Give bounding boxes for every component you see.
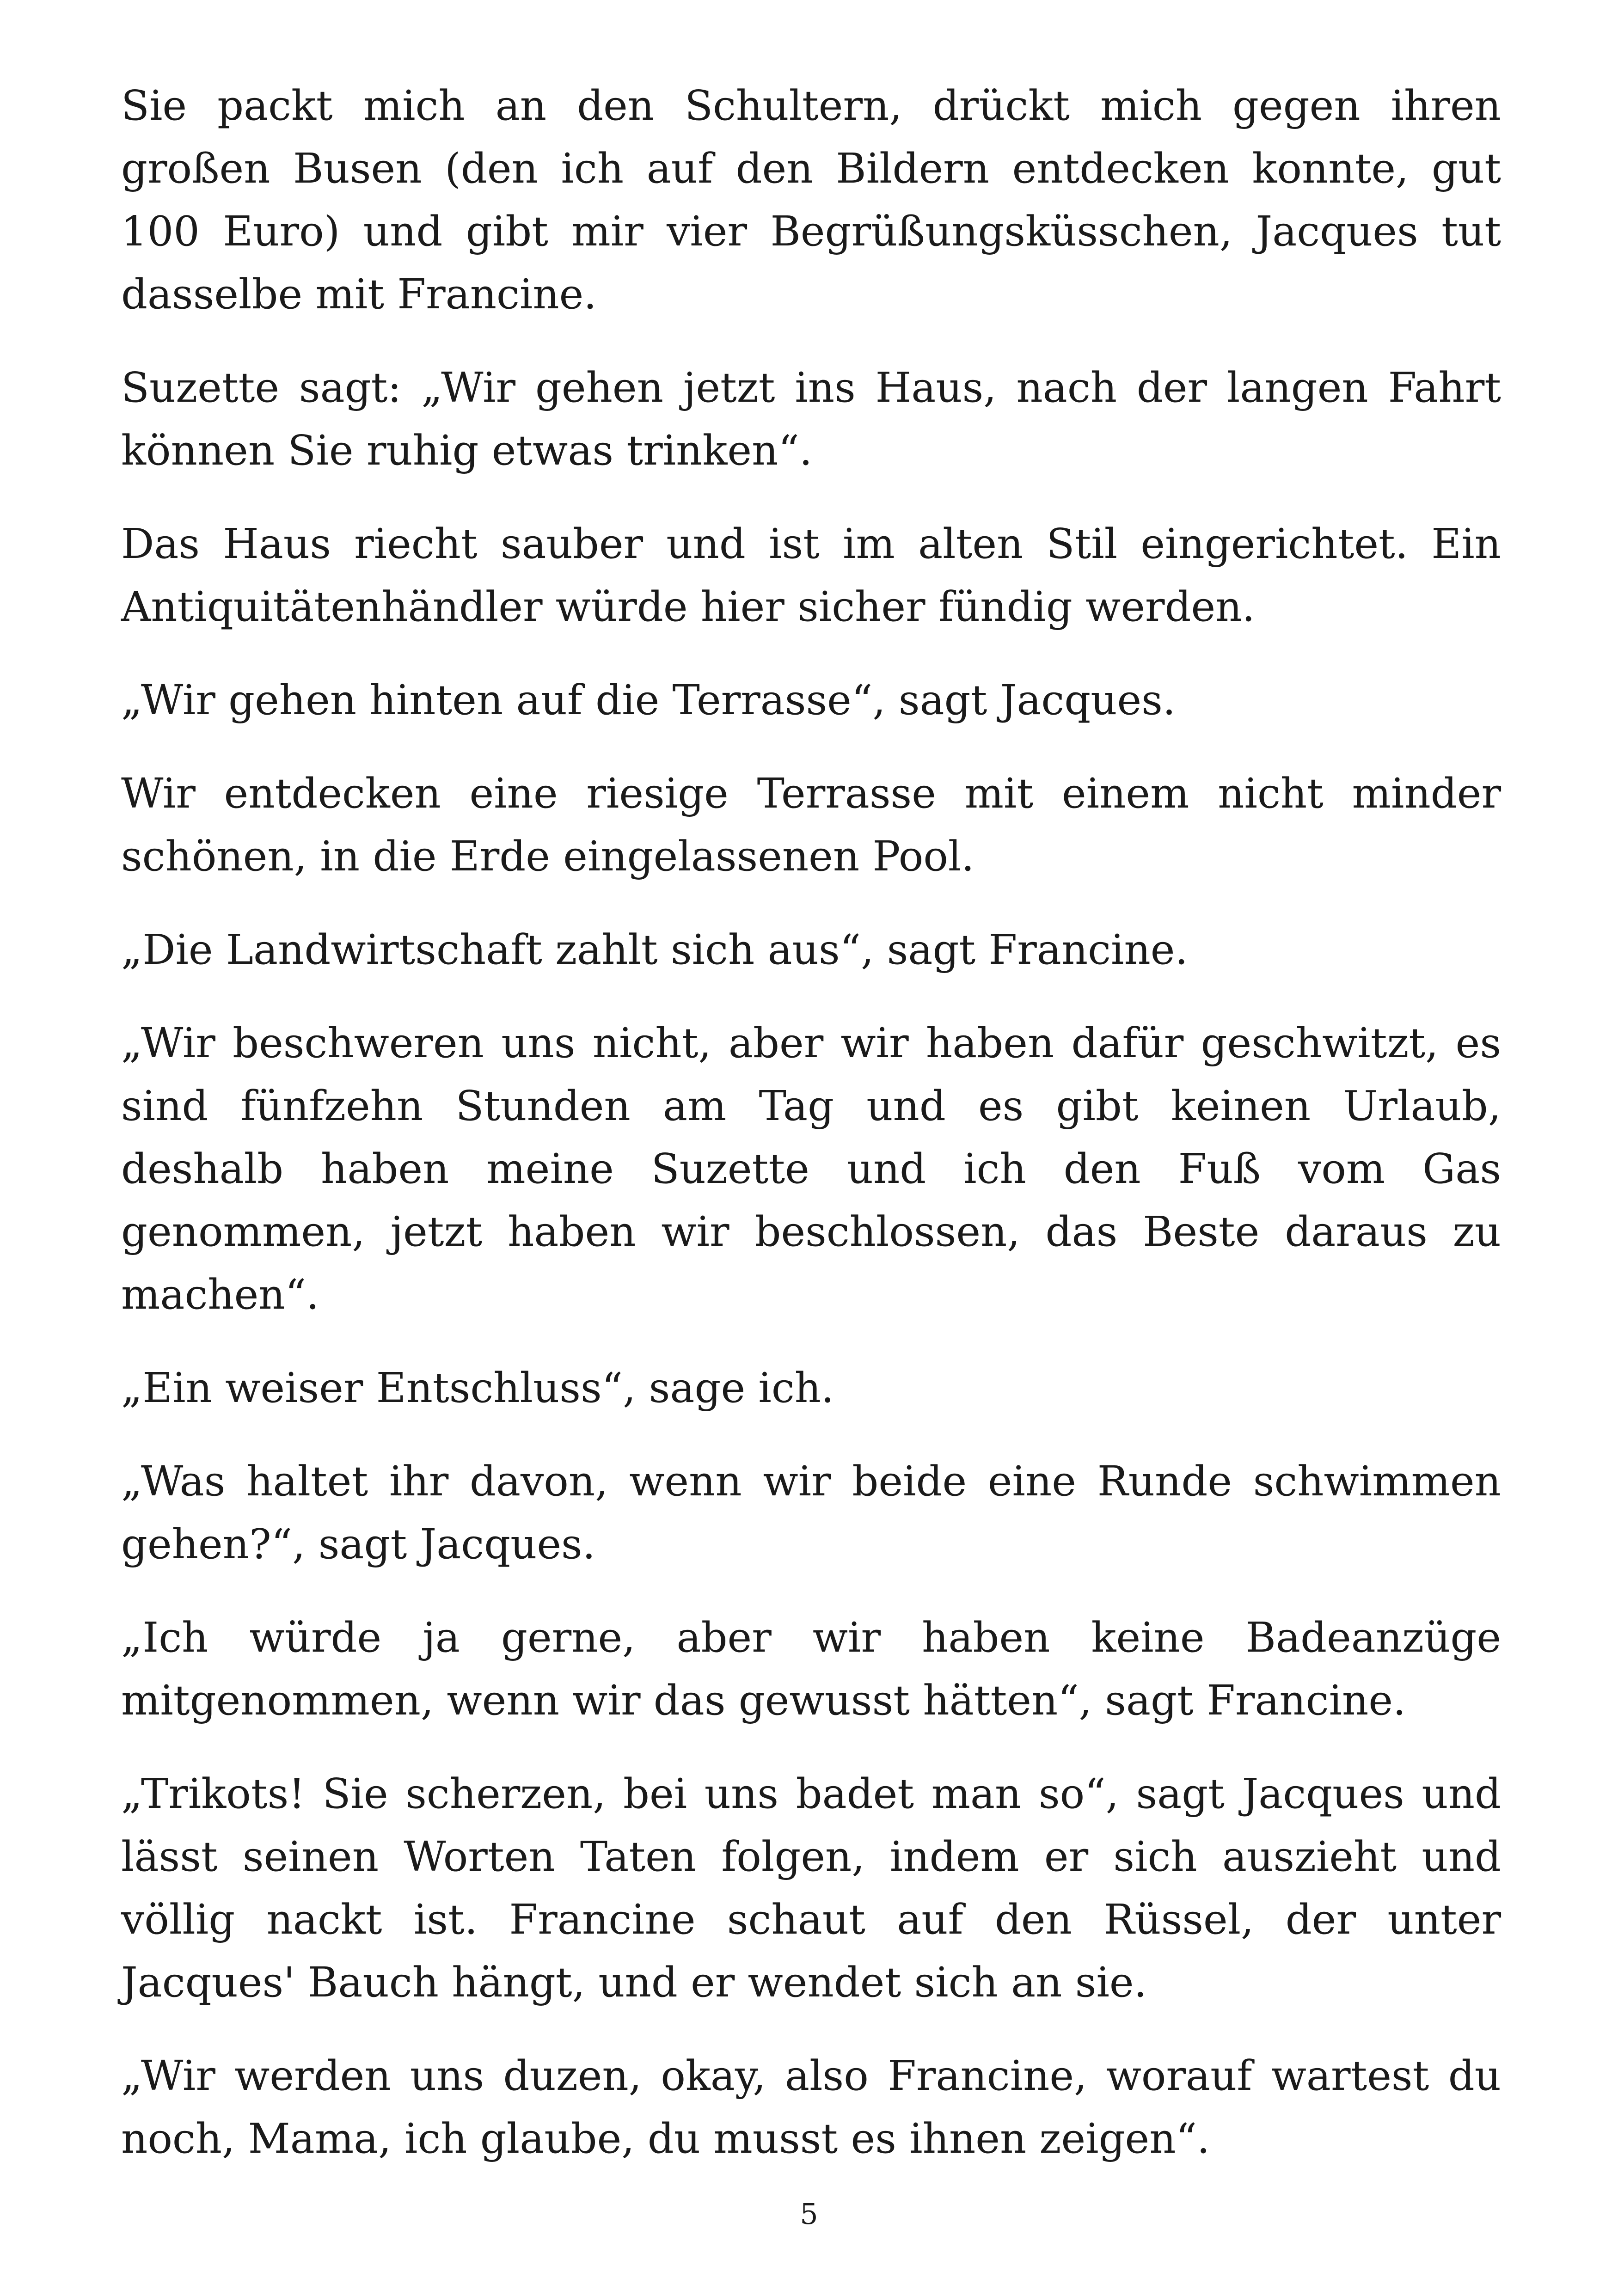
paragraph: „Trikots! Sie scherzen, bei uns badet man so“, sagt Jacques und lässt seinen Worten Taten folgen, indem er sich auszieht und völlig nackt ist. Francine schaut auf den Rüssel, der unter Jacques' Bauch hängt, und er wendet sich an sie. [121, 1769, 1501, 2006]
paragraph: „Was haltet ihr davon, wenn wir beide eine Runde schwimmen gehen?“, sagt Jacques. [121, 1457, 1501, 1568]
paragraph: Suzette sagt: „Wir gehen jetzt ins Haus, nach der langen Fahrt können Sie ruhig etwas trinken“. [121, 363, 1501, 474]
paragraph: Sie packt mich an den Schultern, drückt mich gegen ihren großen Busen (den ich auf den Bildern entdecken konnte, gut 100 Euro) und gibt mir vier Begrüßungsküsschen, Jacques tut dasselbe mit Francine. [121, 81, 1501, 318]
paragraph: „Die Landwirtschaft zahlt sich aus“, sagt Francine. [121, 925, 1188, 974]
page-number: 5 [800, 2197, 818, 2231]
body-text [121, 74, 1501, 2200]
paragraph: „Wir werden uns duzen, okay, also Francine, worauf wartest du noch, Mama, ich glaube, du musst es ihnen zeigen“. [121, 2051, 1501, 2162]
paragraph: Das Haus riecht sauber und ist im alten Stil eingerichtet. Ein Antiquitätenhändler würde hier sicher fündig werden. [121, 520, 1501, 631]
paragraph: „Ein weiser Entschluss“, sage ich. [121, 1364, 834, 1412]
paragraph: „Wir beschweren uns nicht, aber wir haben dafür geschwitzt, es sind fünfzehn Stunden am Tag und es gibt keinen Urlaub, deshalb haben meine Suzette und ich den Fuß vom Gas genommen, jetzt haben wir beschlossen, das Beste daraus zu machen“. [121, 1019, 1501, 1318]
paragraph: „Wir gehen hinten auf die Terrasse“, sagt Jacques. [121, 676, 1176, 724]
paragraph: „Ich würde ja gerne, aber wir haben keine Badeanzüge mitgenommen, wenn wir das gewusst hätten“, sagt Francine. [121, 1613, 1501, 1724]
paragraph: Wir entdecken eine riesige Terrasse mit einem nicht minder schönen, in die Erde eingelassenen Pool. [121, 769, 1501, 880]
